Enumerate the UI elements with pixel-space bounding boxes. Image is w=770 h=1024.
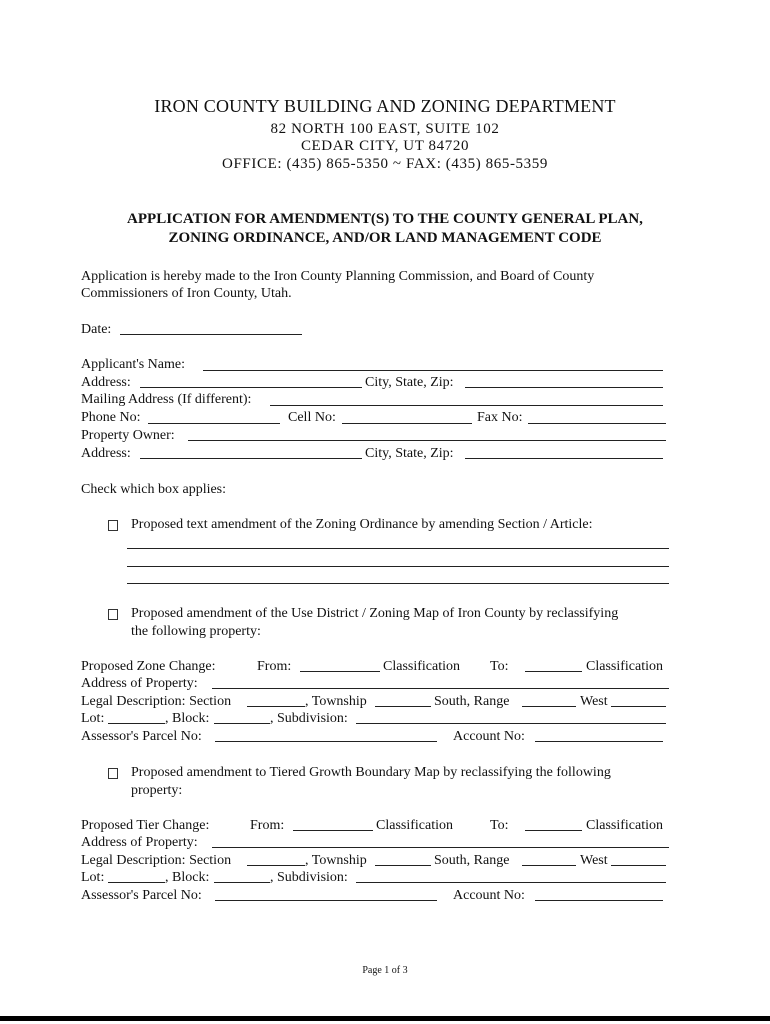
zone-from-label: From: xyxy=(257,659,292,674)
legal-section-label: Legal Description: Section xyxy=(81,694,232,709)
tier-block-field[interactable] xyxy=(214,882,270,883)
check-box-instruction: Check which box applies: xyxy=(81,482,227,497)
tier-property-address-field[interactable] xyxy=(212,847,669,848)
address-line-2: CEDAR CITY, UT 84720 xyxy=(300,138,470,154)
zone-change-label: Proposed Zone Change: xyxy=(81,659,216,674)
township-label: , Township xyxy=(305,694,367,709)
block-label: , Block: xyxy=(165,711,210,726)
city-state-zip-label: City, State, Zip: xyxy=(365,375,454,390)
form-title-line-2: ZONING ORDINANCE, AND/OR LAND MANAGEMENT CODE xyxy=(168,230,602,246)
range-field[interactable] xyxy=(522,706,576,707)
property-address-field[interactable] xyxy=(212,688,669,689)
mailing-address-label: Mailing Address (If different): xyxy=(81,392,252,407)
fax-field[interactable] xyxy=(528,423,666,424)
city-state-zip-field[interactable] xyxy=(465,387,663,388)
tier-to-label: To: xyxy=(490,818,509,833)
fax-label: Fax No: xyxy=(477,410,523,425)
account-number-field[interactable] xyxy=(535,741,663,742)
parcel-number-label: Assessor's Parcel No: xyxy=(81,729,202,744)
address-field[interactable] xyxy=(140,387,362,388)
phone-label: Phone No: xyxy=(81,410,141,425)
zoning-map-label-line-2: the following property: xyxy=(131,624,261,639)
west-field[interactable] xyxy=(611,706,666,707)
zone-to-label: To: xyxy=(490,659,509,674)
tier-from-classification-label: Classification xyxy=(376,818,453,833)
tier-parcel-number-label: Assessor's Parcel No: xyxy=(81,888,202,903)
page-number: Page 1 of 3 xyxy=(362,965,408,976)
tier-parcel-number-field[interactable] xyxy=(215,900,437,901)
owner-city-state-zip-field[interactable] xyxy=(465,458,663,459)
text-amendment-label: Proposed text amendment of the Zoning Ordinance by amending Section / Article: xyxy=(131,517,593,532)
range-label: South, Range xyxy=(434,694,510,709)
tier-account-number-label: Account No: xyxy=(453,888,525,903)
tier-change-label: Proposed Tier Change: xyxy=(81,818,210,833)
section-article-line-1[interactable] xyxy=(127,548,669,549)
tier-account-number-field[interactable] xyxy=(535,900,663,901)
cell-field[interactable] xyxy=(342,423,472,424)
west-label: West xyxy=(580,694,608,709)
tier-subdivision-label: , Subdivision: xyxy=(270,870,348,885)
zoning-map-checkbox[interactable] xyxy=(108,609,118,620)
tier-lot-field[interactable] xyxy=(108,882,165,883)
contact-line: OFFICE: (435) 865-5350 ~ FAX: (435) 865-5359 xyxy=(222,156,548,172)
block-field[interactable] xyxy=(214,723,270,724)
lot-field[interactable] xyxy=(108,723,165,724)
section-article-line-3[interactable] xyxy=(127,583,669,584)
date-label: Date: xyxy=(81,322,112,337)
tier-to-field[interactable] xyxy=(525,830,582,831)
tier-west-label: West xyxy=(580,853,608,868)
owner-city-state-zip-label: City, State, Zip: xyxy=(365,446,454,461)
applicant-name-label: Applicant's Name: xyxy=(81,357,185,372)
subdivision-label: , Subdivision: xyxy=(270,711,348,726)
text-amendment-checkbox[interactable] xyxy=(108,520,118,531)
section-article-line-2[interactable] xyxy=(127,566,669,567)
tier-township-label: , Township xyxy=(305,853,367,868)
mailing-address-field[interactable] xyxy=(270,405,663,406)
tier-subdivision-field[interactable] xyxy=(356,882,666,883)
form-title-line-1: APPLICATION FOR AMENDMENT(S) TO THE COUNTY GENERAL PLAN, xyxy=(127,211,643,227)
tier-from-field[interactable] xyxy=(293,830,373,831)
lot-label: Lot: xyxy=(81,711,105,726)
owner-address-field[interactable] xyxy=(140,458,362,459)
zone-to-field[interactable] xyxy=(525,671,582,672)
tier-legal-section-label: Legal Description: Section xyxy=(81,853,232,868)
account-number-label: Account No: xyxy=(453,729,525,744)
tier-range-field[interactable] xyxy=(522,865,576,866)
cell-label: Cell No: xyxy=(288,410,336,425)
parcel-number-field[interactable] xyxy=(215,741,437,742)
tier-map-checkbox[interactable] xyxy=(108,768,118,779)
zone-to-classification-label: Classification xyxy=(586,659,663,674)
owner-address-label: Address: xyxy=(81,446,131,461)
scan-edge-bar xyxy=(0,1016,770,1021)
zone-from-field[interactable] xyxy=(300,671,380,672)
tier-map-label-line-1: Proposed amendment to Tiered Growth Boundary Map by reclassifying the following xyxy=(131,765,611,780)
property-owner-label: Property Owner: xyxy=(81,428,175,443)
intro-line-1: Application is hereby made to the Iron County Planning Commission, and Board of County xyxy=(81,269,595,284)
phone-field[interactable] xyxy=(148,423,280,424)
department-name: IRON COUNTY BUILDING AND ZONING DEPARTMENT xyxy=(154,96,616,116)
tier-lot-label: Lot: xyxy=(81,870,105,885)
applicant-name-field[interactable] xyxy=(203,370,663,371)
intro-line-2: Commissioners of Iron County, Utah. xyxy=(81,286,292,301)
tier-township-field[interactable] xyxy=(375,865,431,866)
tier-property-address-label: Address of Property: xyxy=(81,835,198,850)
tier-range-label: South, Range xyxy=(434,853,510,868)
date-field[interactable] xyxy=(120,334,302,335)
address-line-1: 82 NORTH 100 EAST, SUITE 102 xyxy=(270,121,500,137)
zone-from-classification-label: Classification xyxy=(383,659,460,674)
property-owner-field[interactable] xyxy=(188,440,666,441)
address-label: Address: xyxy=(81,375,131,390)
tier-west-field[interactable] xyxy=(611,865,666,866)
legal-section-field[interactable] xyxy=(247,706,305,707)
tier-to-classification-label: Classification xyxy=(586,818,663,833)
tier-from-label: From: xyxy=(250,818,285,833)
tier-block-label: , Block: xyxy=(165,870,210,885)
property-address-label: Address of Property: xyxy=(81,676,198,691)
tier-map-label-line-2: property: xyxy=(131,783,183,798)
tier-legal-section-field[interactable] xyxy=(247,865,305,866)
subdivision-field[interactable] xyxy=(356,723,666,724)
township-field[interactable] xyxy=(375,706,431,707)
zoning-map-label-line-1: Proposed amendment of the Use District / Zoning Map of Iron County by reclassifying xyxy=(131,606,619,621)
